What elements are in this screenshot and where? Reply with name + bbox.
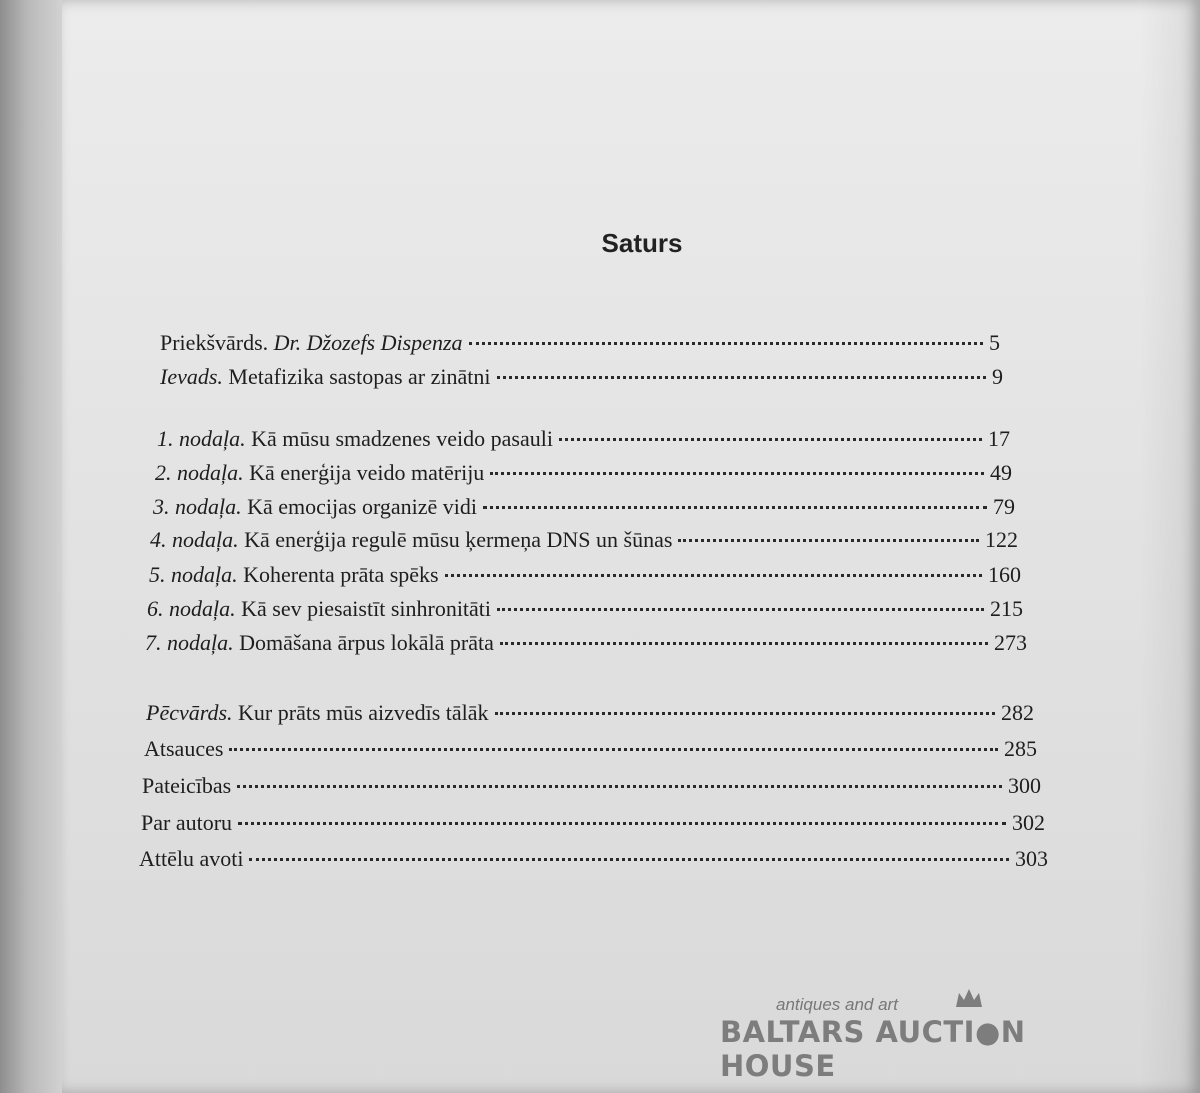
toc-row-chapter-6 xyxy=(147,596,1023,622)
toc-page-number: 17 xyxy=(988,426,1010,451)
dot-leader xyxy=(495,712,995,715)
toc-page-number: 122 xyxy=(985,527,1018,552)
watermark-tagline: antiques and art xyxy=(776,995,898,1014)
toc-page-number: 300 xyxy=(1008,773,1041,798)
dot-leader xyxy=(678,539,979,542)
dot-leader xyxy=(445,574,982,577)
toc-row-chapter-2 xyxy=(155,460,1012,486)
toc-entry-title: Attēlu avoti xyxy=(139,846,244,871)
toc-page-number: 160 xyxy=(988,562,1021,587)
toc-entry-title: Par autoru xyxy=(141,810,233,835)
dot-leader xyxy=(483,506,987,509)
toc-row-chapter-7 xyxy=(145,630,1027,656)
dot-leader xyxy=(490,472,984,475)
toc-row-back-4 xyxy=(141,810,1045,836)
toc-entry-title: 2. nodaļa. Kā enerģija veido matēriju xyxy=(155,460,485,485)
toc-entry-title: 7. nodaļa. Domāšana ārpus lokālā prāta xyxy=(145,630,494,655)
toc-page-number: 273 xyxy=(994,630,1027,655)
toc-page-number: 215 xyxy=(990,596,1023,621)
toc-page-number: 49 xyxy=(990,460,1012,485)
dot-leader xyxy=(559,438,982,441)
toc-page-number: 282 xyxy=(1001,700,1034,725)
dot-leader xyxy=(497,608,984,611)
toc-entry-title: 1. nodaļa. Kā mūsu smadzenes veido pasauli xyxy=(157,426,553,451)
dot-leader xyxy=(500,642,988,645)
toc-entry-title: 6. nodaļa. Kā sev piesaistīt sinhronitāti xyxy=(147,596,492,621)
toc-row-back-3 xyxy=(142,773,1041,799)
dot-leader xyxy=(229,748,998,751)
toc-page-number: 285 xyxy=(1004,736,1037,761)
toc-page-number: 303 xyxy=(1015,846,1048,871)
watermark-brand: BALTARS AUCTI●N HOUSE xyxy=(720,1015,1026,1083)
toc-page-number: 79 xyxy=(993,494,1015,519)
toc-row-chapter-5 xyxy=(149,562,1021,588)
toc-page-number: 302 xyxy=(1012,810,1045,835)
dot-leader xyxy=(249,858,1009,861)
toc-entry-title: 4. nodaļa. Kā enerģija regulē mūsu ķermeņa DNS un šūnas xyxy=(150,527,673,552)
toc-row-chapter-4 xyxy=(150,527,1018,553)
toc-row-back-1 xyxy=(146,700,1034,726)
toc-row-front-2 xyxy=(160,364,1003,390)
toc-entry-title: Priekšvārds. Dr. Džozefs Dispenza xyxy=(160,330,463,355)
toc-page-number: 5 xyxy=(989,330,1000,355)
book-gutter xyxy=(0,0,70,1093)
dot-leader xyxy=(469,342,983,345)
toc-entry-title: 3. nodaļa. Kā emocijas organizē vidi xyxy=(153,494,478,519)
toc-entry-title: Pēcvārds. Kur prāts mūs aizvedīs tālāk xyxy=(146,700,489,725)
toc-page-number: 9 xyxy=(992,364,1003,389)
toc-entry-title: Pateicības xyxy=(142,773,232,798)
toc-row-chapter-3 xyxy=(153,494,1015,520)
dot-leader xyxy=(237,785,1002,788)
toc-entry-title: Atsauces xyxy=(144,736,224,761)
crown-icon xyxy=(954,987,984,1009)
page-title: Saturs xyxy=(601,228,683,258)
toc-row-back-5 xyxy=(139,846,1048,872)
watermark-logo xyxy=(720,995,1120,1083)
toc-row-chapter-1 xyxy=(157,426,1010,452)
toc-entry-title: Ievads. Metafizika sastopas ar zinātni xyxy=(160,364,491,389)
toc-entry-title: 5. nodaļa. Koherenta prāta spēks xyxy=(149,562,439,587)
toc-row-back-2 xyxy=(144,736,1037,762)
toc-row-front-1 xyxy=(160,330,1000,356)
dot-leader xyxy=(238,822,1006,825)
dot-leader xyxy=(497,376,987,379)
